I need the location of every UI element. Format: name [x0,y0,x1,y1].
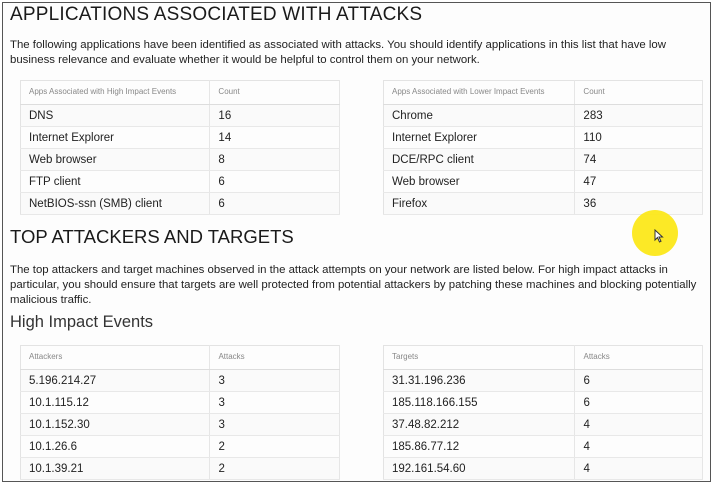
attack-count: 6 [575,370,703,392]
apps-section-title: APPLICATIONS ASSOCIATED WITH ATTACKS [10,4,423,25]
table-row [21,193,340,215]
ip-address: 10.1.39.21 [21,458,210,480]
count: 6 [210,193,340,215]
column-header: Count [575,81,703,105]
count: 8 [210,149,340,171]
count: 110 [575,127,703,149]
table-row [21,436,340,458]
ip-address: 37.48.82.212 [384,414,575,436]
attack-count: 2 [210,458,340,480]
count: 36 [575,193,703,215]
count: 14 [210,127,340,149]
table-row [384,105,703,127]
attack-count: 3 [210,392,340,414]
table-header-row [384,346,703,370]
ip-address: 10.1.26.6 [21,436,210,458]
ip-address: 31.31.196.236 [384,370,575,392]
table-row [384,171,703,193]
count: 16 [210,105,340,127]
count: 74 [575,149,703,171]
attack-count: 4 [575,436,703,458]
ip-address: 185.86.77.12 [384,436,575,458]
column-header: Attackers [21,346,210,370]
attack-count: 6 [575,392,703,414]
attackers-section-title: TOP ATTACKERS AND TARGETS [10,226,294,247]
ip-address: 10.1.115.12 [21,392,210,414]
attack-count: 4 [575,458,703,480]
count: 6 [210,171,340,193]
attack-count: 2 [210,436,340,458]
table-header-row [21,81,340,105]
table-row [384,436,703,458]
table-row [21,392,340,414]
count: 283 [575,105,703,127]
table-header-row [21,346,340,370]
lower-impact-apps-table [383,80,703,215]
ip-address: 5.196.214.27 [21,370,210,392]
column-header: Attacks [575,346,703,370]
table-row [21,127,340,149]
app-name: Internet Explorer [21,127,210,149]
count: 47 [575,171,703,193]
table-row [384,127,703,149]
app-name: DCE/RPC client [384,149,575,171]
table-row [384,149,703,171]
ip-address: 185.118.166.155 [384,392,575,414]
app-name: Web browser [21,149,210,171]
apps-intro: The following applications have been identified as associated with attacks. You should identify applications in this list that have low business relevance and evaluate whether it would be helpful to control them on your network. [10,39,666,66]
table-row [384,458,703,480]
column-header: Attacks [210,346,340,370]
attackers-intro: The top attackers and target machines observed in the attack attempts on your network are listed below. For high impact attacks in particular, you should ensure that targets are well protected from potential attackers by patching these machines and blocking potentially malicious traffic. [10,264,697,306]
table-row [21,149,340,171]
app-name: DNS [21,105,210,127]
attack-count: 4 [575,414,703,436]
column-header: Apps Associated with High Impact Events [21,81,210,105]
app-name: Chrome [384,105,575,127]
table-row [384,392,703,414]
app-name: FTP client [21,171,210,193]
app-name: Internet Explorer [384,127,575,149]
column-header: Apps Associated with Lower Impact Events [384,81,575,105]
column-header: Count [210,81,340,105]
high-impact-apps-table [20,80,340,215]
targets-table [383,345,703,480]
attack-count: 3 [210,414,340,436]
table-header-row [384,81,703,105]
app-name: Web browser [384,171,575,193]
ip-address: 192.161.54.60 [384,458,575,480]
table-row [21,105,340,127]
column-header: Targets [384,346,575,370]
app-name: Firefox [384,193,575,215]
attack-count: 3 [210,370,340,392]
table-row [21,370,340,392]
app-name: NetBIOS-ssn (SMB) client [21,193,210,215]
high-impact-subtitle: High Impact Events [10,313,154,331]
table-row [21,458,340,480]
ip-address: 10.1.152.30 [21,414,210,436]
pointer-icon [654,229,664,246]
attackers-table [20,345,340,480]
table-row [384,370,703,392]
table-row [384,414,703,436]
table-row [21,414,340,436]
table-row [21,171,340,193]
